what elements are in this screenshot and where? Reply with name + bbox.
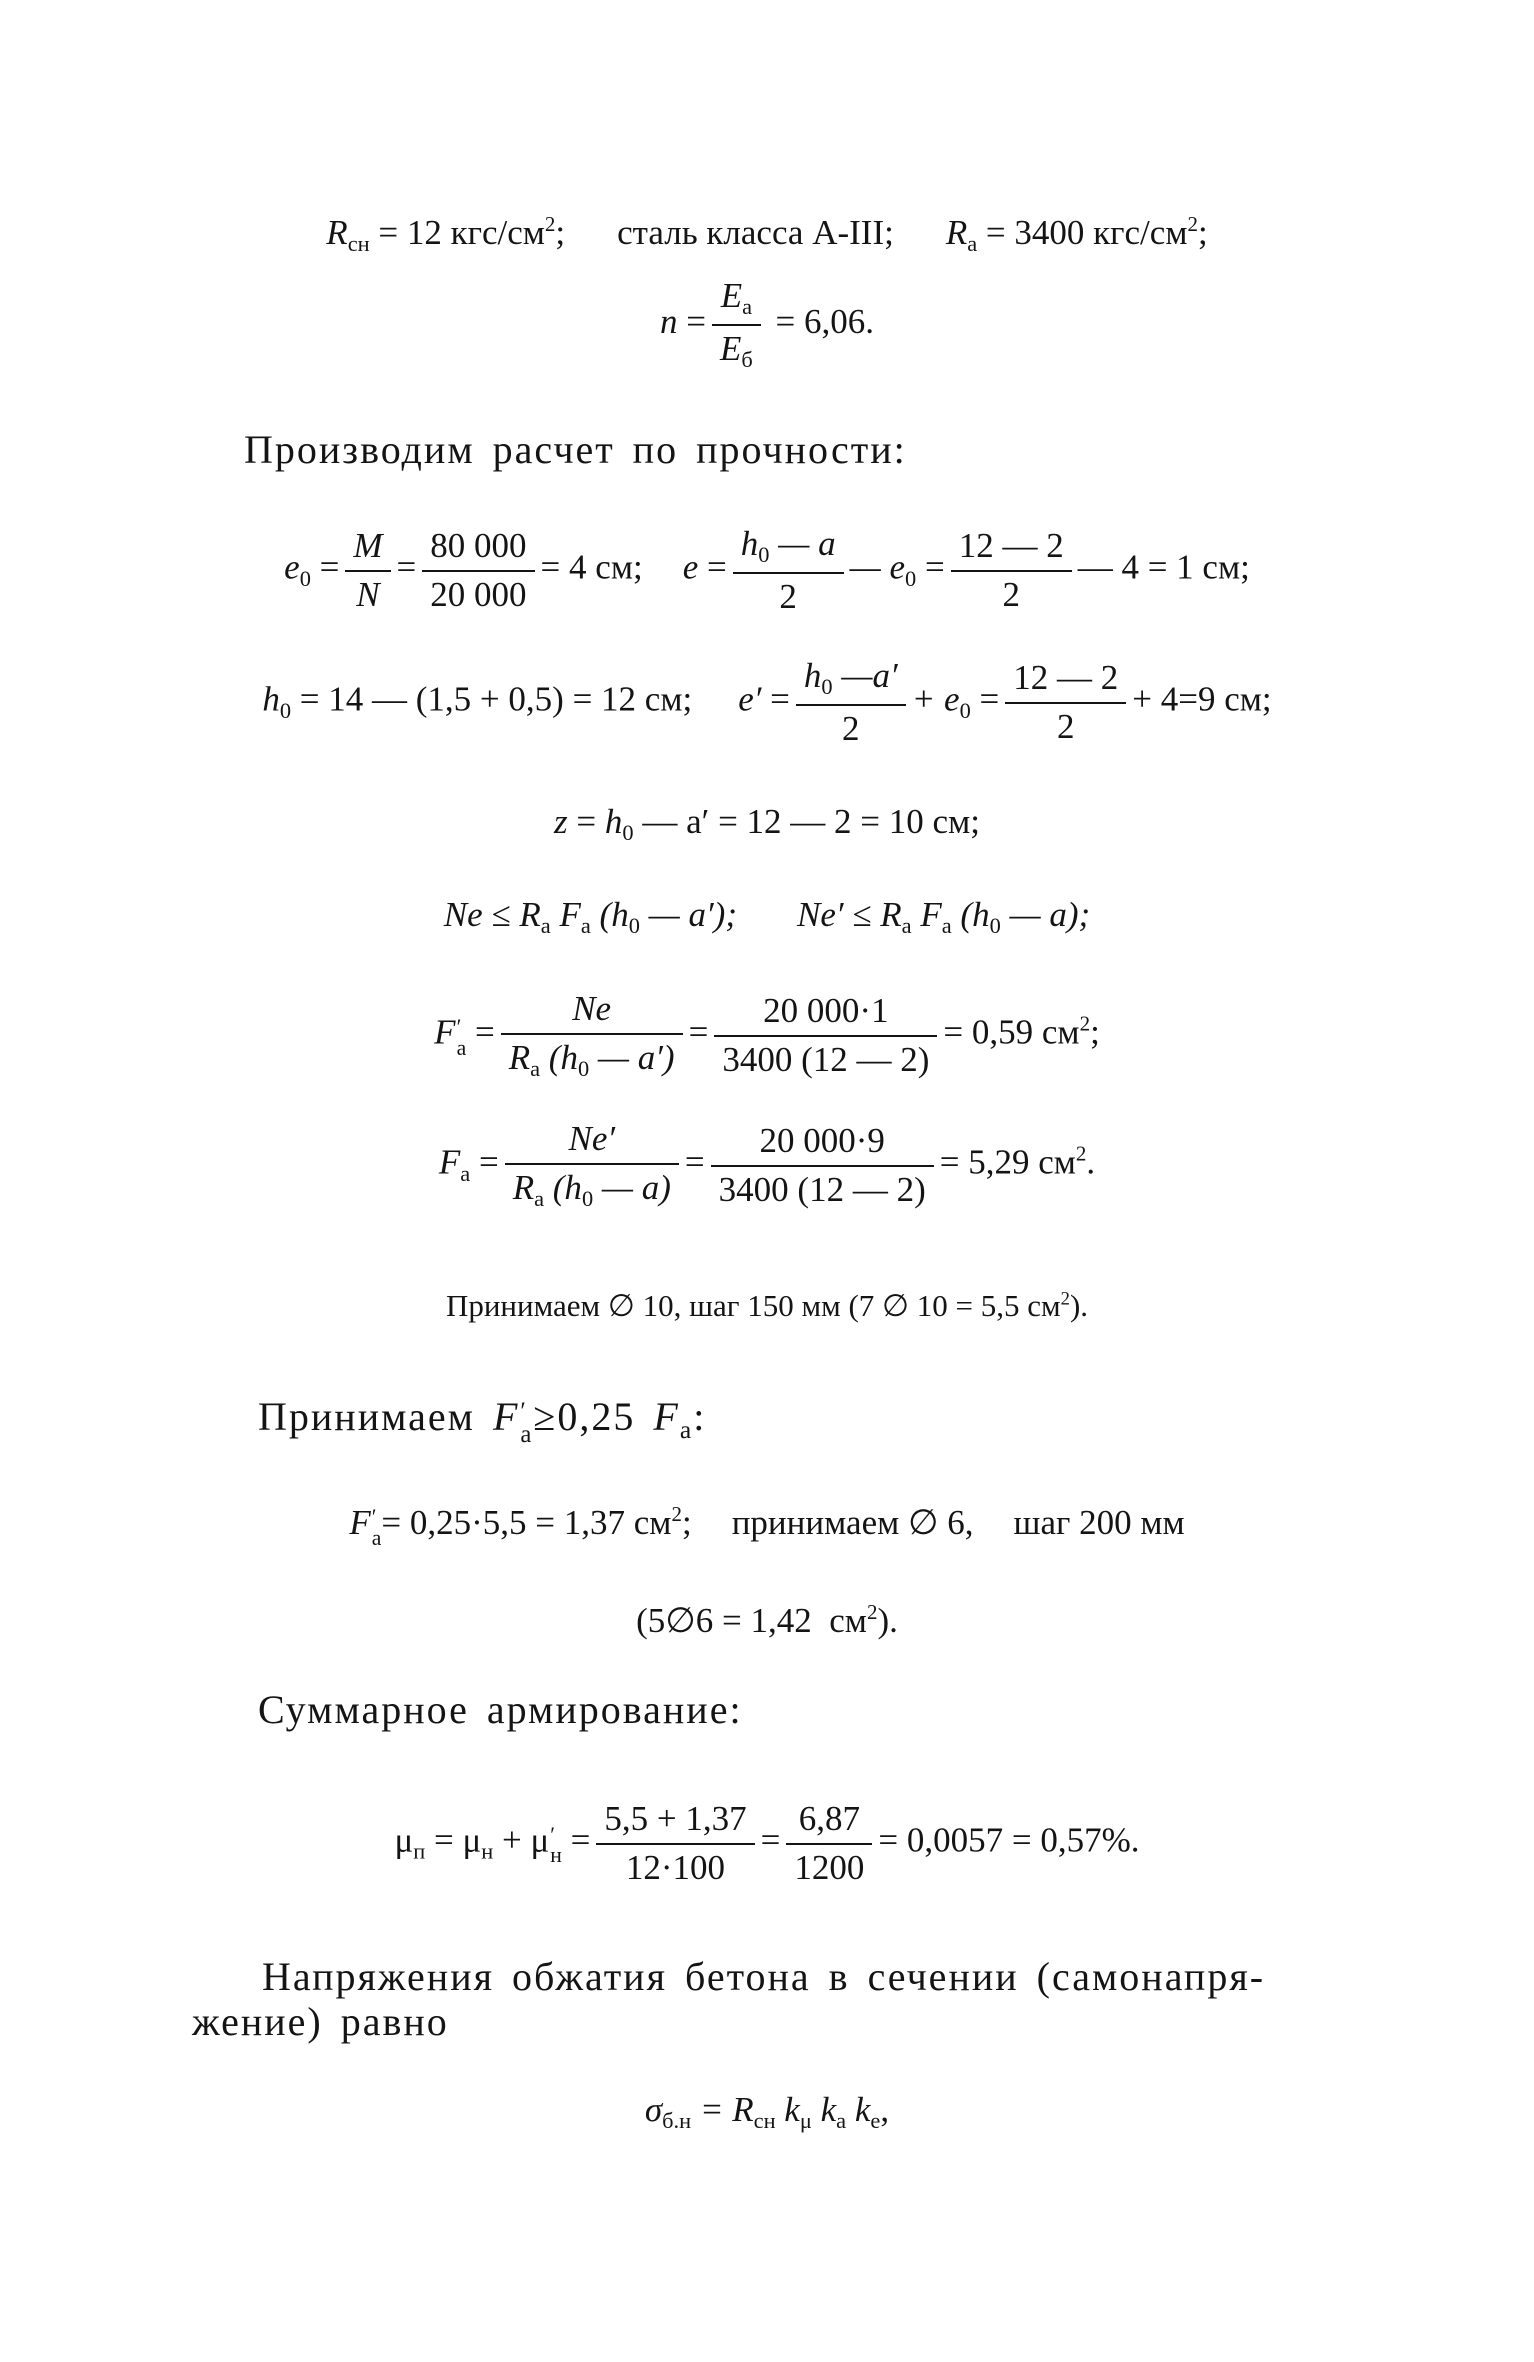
denominator: 2 <box>1002 574 1020 614</box>
subscript: 0 <box>758 542 770 568</box>
equals-sign: = <box>684 1142 705 1182</box>
expression: (5∅6 = 1,42 см <box>636 1601 867 1641</box>
expression: Ne′ ≤ R <box>797 895 902 934</box>
expression: = 4 см; <box>540 547 643 587</box>
expression: — a′ = 12 — 2 = 10 см; <box>642 802 980 841</box>
symbol-n: n <box>659 301 678 341</box>
denominator <box>505 1165 679 1212</box>
denominator: 2 <box>779 576 797 616</box>
formula-design-strengths <box>0 212 1534 257</box>
expression: принимаем ∅ 6, <box>731 1503 974 1543</box>
expression: — a); <box>1009 895 1091 934</box>
fraction <box>712 277 761 373</box>
subscript: 0 <box>622 820 634 846</box>
denominator: 3400 (12 — 2) <box>722 1039 930 1079</box>
symbol-k: k <box>854 2090 871 2129</box>
formula-lever-arm <box>0 802 1534 846</box>
superscript: 2 <box>1060 1288 1070 1310</box>
punctuation: : <box>693 1394 707 1439</box>
formula-strength-conditions <box>0 895 1534 939</box>
numerator <box>712 277 761 326</box>
expression: (h <box>960 895 990 934</box>
paragraph-text: Производим расчет по прочности: <box>244 427 907 472</box>
subscript: а <box>456 1035 467 1060</box>
fraction <box>345 527 390 614</box>
formula-modular-ratio <box>0 277 1534 373</box>
equals-sign: = <box>319 547 340 587</box>
denominator <box>712 326 761 373</box>
symbol-e: e <box>284 547 300 587</box>
subscript: н <box>550 1843 562 1868</box>
equals-sign: = <box>396 547 417 587</box>
prime-mark: ′ <box>550 1822 555 1847</box>
symbol-e: E <box>719 328 742 368</box>
expression: (h <box>552 1167 582 1207</box>
note-accepted-bars <box>0 1288 1534 1324</box>
symbol-e: E <box>720 276 743 315</box>
symbol-f: F <box>920 895 942 934</box>
subscript: а <box>520 1421 534 1449</box>
symbol-r: R <box>326 213 348 253</box>
prime-subscript-stack <box>520 1397 534 1449</box>
fraction <box>786 1800 872 1887</box>
symbol-e: e <box>682 547 699 587</box>
symbol-mu: μ <box>394 1820 414 1860</box>
numerator: 12 — 2 <box>951 527 1072 572</box>
expression: Ne ≤ R <box>443 895 541 934</box>
numerator <box>796 657 906 706</box>
subscript: а <box>836 2108 847 2134</box>
expression: + 4=9 см; <box>1132 679 1272 719</box>
superscript: 2 <box>866 1600 878 1624</box>
denominator: 2 <box>842 708 860 748</box>
symbol-z: z <box>554 802 568 841</box>
symbol-k: k <box>820 2090 837 2129</box>
superscript: 2 <box>1075 1141 1087 1166</box>
symbol-f: F <box>492 1394 520 1439</box>
symbol-h: h <box>740 524 759 563</box>
denominator: N <box>356 574 380 614</box>
equals-sign: = <box>770 679 790 719</box>
symbol-r: R <box>508 1037 531 1077</box>
denominator: 20 000 <box>430 574 527 614</box>
punctuation: ; <box>1090 1012 1100 1052</box>
fraction <box>711 1122 934 1209</box>
symbol-k: k <box>784 2090 800 2129</box>
expression: — 4 = 1 см; <box>1077 547 1250 587</box>
subscript: 0 <box>989 913 1001 939</box>
symbol-h: h <box>803 656 822 695</box>
symbol-sigma: σ <box>644 2090 663 2129</box>
subscript: сн <box>753 2108 776 2134</box>
subscript: а <box>679 1415 694 1445</box>
fraction <box>714 992 937 1079</box>
symbol-f: F <box>653 1394 680 1439</box>
prime-mark: ′ <box>520 1397 528 1425</box>
subscript: а <box>534 1185 545 1211</box>
expression: — a′); <box>648 895 737 934</box>
subscript: а <box>540 913 551 939</box>
steel-class-text: сталь класса А-III; <box>617 213 894 253</box>
subscript: 0 <box>904 565 917 591</box>
punctuation: ). <box>1069 1288 1089 1323</box>
expression: —a′ <box>841 656 898 695</box>
numerator: 5,5 + 1,37 <box>596 1800 754 1845</box>
symbol-h: h <box>262 679 280 719</box>
subscript: 0 <box>959 697 971 723</box>
superscript: 2 <box>544 212 556 236</box>
subscript: а <box>967 231 978 257</box>
punctuation: , <box>880 2090 890 2129</box>
expression: (h <box>548 1037 578 1077</box>
expression: = μ <box>433 1820 482 1860</box>
denominator <box>501 1035 683 1082</box>
fraction <box>733 525 844 616</box>
prime-subscript-stack <box>372 1507 382 1548</box>
equals-sign: = <box>474 1012 495 1052</box>
paragraph-text: жение) равно <box>192 1999 449 2044</box>
superscript: 2 <box>1079 1011 1091 1036</box>
fraction <box>1005 659 1126 746</box>
subscript: 0 <box>577 1055 590 1081</box>
expression: = 0,59 см <box>943 1012 1080 1052</box>
formula-eccentricity <box>0 525 1534 616</box>
formula-prestress <box>0 2090 1534 2134</box>
subscript: б <box>741 346 753 372</box>
equals-sign: = <box>688 1012 709 1052</box>
denominator: 3400 (12 — 2) <box>718 1169 926 1209</box>
subscript: 0 <box>821 674 833 700</box>
punctuation: . <box>1086 1142 1096 1182</box>
superscript: 2 <box>671 1502 682 1526</box>
expression: = 0,0057 = 0,57%. <box>878 1820 1140 1860</box>
equals-sign: = <box>924 547 945 587</box>
prime-subscript-stack <box>550 1822 562 1868</box>
symbol-f: F <box>438 1142 461 1182</box>
expression: = 0,25·5,5 = 1,37 см <box>381 1503 672 1543</box>
symbol-f: F <box>559 895 581 934</box>
denominator: 1200 <box>794 1847 865 1887</box>
prime-subscript-stack <box>456 1014 467 1060</box>
numerator: 20 000·1 <box>714 992 937 1037</box>
expression: = 14 — (1,5 + 0,5) = 12 см; <box>299 679 693 719</box>
equals-sign: = <box>570 1820 591 1860</box>
symbol-r: R <box>512 1167 535 1207</box>
formula-reinforcement-ratio <box>0 1800 1534 1887</box>
subscript: а <box>530 1055 541 1081</box>
subscript: 0 <box>628 913 640 939</box>
paragraph-text <box>258 1395 706 1447</box>
formula-compression-area <box>0 1502 1534 1548</box>
expression: = 5,29 см <box>939 1142 1076 1182</box>
subscript: н <box>481 1838 494 1864</box>
fraction <box>951 527 1072 614</box>
subscript: e <box>870 2108 881 2134</box>
symbol-f: F <box>434 1012 456 1052</box>
expression: (h <box>599 895 629 934</box>
equals-sign: = <box>979 679 1000 719</box>
punctuation: ). <box>877 1601 898 1641</box>
symbol-e-prime: e′ <box>738 679 762 719</box>
numerator: Ne <box>501 990 683 1035</box>
result: = 6,06. <box>775 301 875 341</box>
paragraph-text: Суммарное армирование: <box>258 1687 743 1732</box>
word: Принимаем <box>258 1394 475 1439</box>
paragraph-text: Напряжения обжатия бетона в сечении (самонапря- <box>262 1954 1266 1999</box>
expression: + e <box>911 679 960 719</box>
numerator: 6,87 <box>786 1800 872 1845</box>
subscript: а <box>742 294 753 320</box>
expression: шаг 200 мм <box>1013 1503 1185 1543</box>
numerator: M <box>345 527 390 572</box>
formula-bar-area <box>0 1600 1534 1641</box>
expression: — a) <box>601 1167 671 1207</box>
equals-sign: = <box>707 547 727 587</box>
punctuation: ; <box>555 213 566 253</box>
subscript: 0 <box>279 697 292 723</box>
subscript: сн <box>347 231 370 257</box>
fraction <box>422 527 534 614</box>
symbol-h: h <box>604 802 623 841</box>
subscript: а <box>580 913 591 939</box>
numerator <box>733 525 844 574</box>
formula-effective-depth <box>0 657 1534 748</box>
subscript: а <box>460 1160 471 1186</box>
expression: — a′) <box>597 1037 675 1077</box>
subscript: а <box>901 913 912 939</box>
fraction <box>501 990 683 1081</box>
expression: = 3400 кгс/см <box>985 213 1188 253</box>
equals-sign: = <box>576 802 597 841</box>
subscript: б.н <box>662 2108 692 2134</box>
expression: — a <box>778 524 836 563</box>
symbol-f: F <box>349 1503 371 1543</box>
symbol-r: R <box>945 213 968 253</box>
expression: = 12 кгс/см <box>378 213 545 253</box>
subscript: μ <box>799 2108 812 2134</box>
fraction <box>796 657 906 748</box>
punctuation: ; <box>1197 213 1208 253</box>
denominator: 12·100 <box>625 1847 726 1887</box>
prime-mark: ′ <box>456 1014 462 1039</box>
expression: + μ <box>501 1820 550 1860</box>
formula-compression-reinforcement <box>0 990 1534 1081</box>
equals-sign: = <box>760 1820 781 1860</box>
denominator: 2 <box>1057 706 1075 746</box>
numerator: 20 000·9 <box>711 1122 934 1167</box>
numerator: Ne′ <box>505 1120 679 1165</box>
expression: Принимаем ∅ 10, шаг 150 мм (7 ∅ 10 = 5,5 см <box>445 1288 1061 1323</box>
fraction <box>505 1120 679 1211</box>
subscript: а <box>371 1525 382 1550</box>
prime-mark: ′ <box>371 1505 377 1530</box>
expression: = R <box>699 2090 754 2129</box>
subscript: а <box>941 913 952 939</box>
expression: — e <box>849 547 905 587</box>
subscript: п <box>413 1838 426 1864</box>
subscript: 0 <box>581 1185 594 1211</box>
subscript: 0 <box>299 565 311 591</box>
superscript: 2 <box>1187 212 1198 236</box>
punctuation: ; <box>681 1503 692 1543</box>
fraction <box>596 1800 754 1887</box>
numerator: 12 — 2 <box>1005 659 1126 704</box>
formula-tension-reinforcement <box>0 1120 1534 1211</box>
equals-sign: = <box>686 301 706 341</box>
equals-sign: = <box>478 1142 499 1182</box>
numerator: 80 000 <box>422 527 534 572</box>
expression: ≥0,25 <box>533 1394 636 1439</box>
